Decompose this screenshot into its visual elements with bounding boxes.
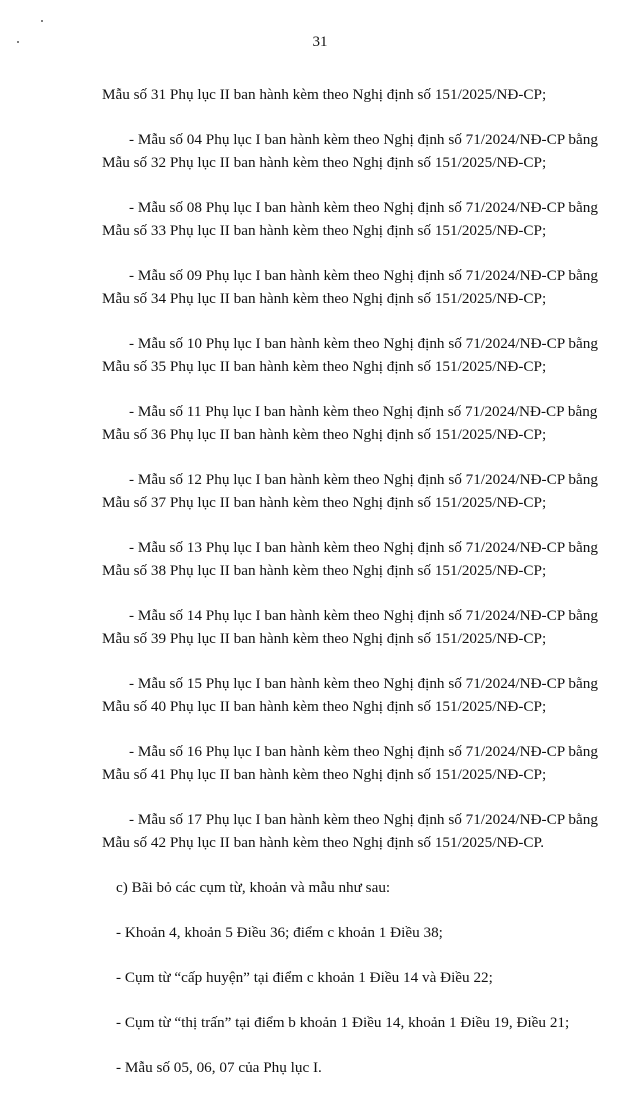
replacement-second-line: Mẫu số 39 Phụ lục II ban hành kèm theo Nghị định số 151/2025/NĐ-CP;: [102, 630, 547, 647]
replacement-item: [102, 740, 598, 786]
section-c-item: - Cụm từ “cấp huyện” tại điểm c khoản 1 Điều 14 và Điều 22;: [116, 969, 493, 986]
replacement-item: [102, 196, 598, 242]
section-c-item: - Khoản 4, khoản 5 Điều 36; điểm c khoản 1 Điều 38;: [116, 924, 443, 941]
replacement-first-line: - Mẫu số 09 Phụ lục I ban hành kèm theo Nghị định số 71/2024/NĐ-CP bằng: [129, 267, 598, 284]
replacement-second-line: Mẫu số 37 Phụ lục II ban hành kèm theo Nghị định số 151/2025/NĐ-CP;: [102, 494, 547, 511]
replacement-first-line: - Mẫu số 04 Phụ lục I ban hành kèm theo Nghị định số 71/2024/NĐ-CP bằng: [129, 131, 598, 148]
section-c-item: - Mẫu số 05, 06, 07 của Phụ lục I.: [116, 1059, 322, 1076]
replacement-second-line: Mẫu số 33 Phụ lục II ban hành kèm theo Nghị định số 151/2025/NĐ-CP;: [102, 222, 547, 239]
replacement-item: [102, 604, 598, 650]
replacement-second-line: Mẫu số 41 Phụ lục II ban hành kèm theo Nghị định số 151/2025/NĐ-CP;: [102, 766, 547, 783]
replacement-item: [102, 808, 598, 854]
replacement-first-line: - Mẫu số 16 Phụ lục I ban hành kèm theo Nghị định số 71/2024/NĐ-CP bằng: [129, 743, 598, 760]
document-body: [102, 83, 598, 1101]
replacement-item: [102, 264, 598, 310]
replacement-first-line: - Mẫu số 10 Phụ lục I ban hành kèm theo Nghị định số 71/2024/NĐ-CP bằng: [129, 335, 598, 352]
replacement-second-line: Mẫu số 36 Phụ lục II ban hành kèm theo Nghị định số 151/2025/NĐ-CP;: [102, 426, 547, 443]
replacement-first-line: - Mẫu số 14 Phụ lục I ban hành kèm theo Nghị định số 71/2024/NĐ-CP bằng: [129, 607, 598, 624]
replacement-item: [102, 332, 598, 378]
replacement-first-line: - Mẫu số 17 Phụ lục I ban hành kèm theo Nghị định số 71/2024/NĐ-CP bằng: [129, 811, 598, 828]
replacement-second-line: Mẫu số 32 Phụ lục II ban hành kèm theo Nghị định số 151/2025/NĐ-CP;: [102, 154, 547, 171]
replacement-item: [102, 468, 598, 514]
replacement-item: [102, 128, 598, 174]
replacement-second-line: Mẫu số 40 Phụ lục II ban hành kèm theo Nghị định số 151/2025/NĐ-CP;: [102, 698, 547, 715]
replacement-list: [102, 128, 598, 854]
replacement-item: [102, 400, 598, 446]
section-c-item: - Cụm từ “thị trấn” tại điểm b khoản 1 Điều 14, khoản 1 Điều 19, Điều 21;: [116, 1014, 570, 1031]
continuation-line: Mẫu số 31 Phụ lục II ban hành kèm theo Nghị định số 151/2025/NĐ-CP;: [102, 86, 547, 103]
replacement-item: [102, 536, 598, 582]
page-number: 31: [312, 34, 328, 50]
replacement-second-line: Mẫu số 34 Phụ lục II ban hành kèm theo Nghị định số 151/2025/NĐ-CP;: [102, 290, 547, 307]
replacement-first-line: - Mẫu số 08 Phụ lục I ban hành kèm theo Nghị định số 71/2024/NĐ-CP bằng: [129, 199, 598, 216]
scan-speck: [41, 20, 43, 22]
replacement-first-line: - Mẫu số 12 Phụ lục I ban hành kèm theo Nghị định số 71/2024/NĐ-CP bằng: [129, 471, 598, 488]
replacement-first-line: - Mẫu số 15 Phụ lục I ban hành kèm theo Nghị định số 71/2024/NĐ-CP bằng: [129, 675, 598, 692]
replacement-first-line: - Mẫu số 11 Phụ lục I ban hành kèm theo Nghị định số 71/2024/NĐ-CP bằng: [129, 403, 598, 420]
replacement-first-line: - Mẫu số 13 Phụ lục I ban hành kèm theo Nghị định số 71/2024/NĐ-CP bằng: [129, 539, 598, 556]
section-c-heading: c) Bãi bỏ các cụm từ, khoản và mẫu như sau:: [116, 879, 391, 896]
replacement-second-line: Mẫu số 35 Phụ lục II ban hành kèm theo Nghị định số 151/2025/NĐ-CP;: [102, 358, 547, 375]
replacement-item: [102, 672, 598, 718]
replacement-second-line: Mẫu số 38 Phụ lục II ban hành kèm theo Nghị định số 151/2025/NĐ-CP;: [102, 562, 547, 579]
replacement-second-line: Mẫu số 42 Phụ lục II ban hành kèm theo Nghị định số 151/2025/NĐ-CP.: [102, 834, 545, 851]
